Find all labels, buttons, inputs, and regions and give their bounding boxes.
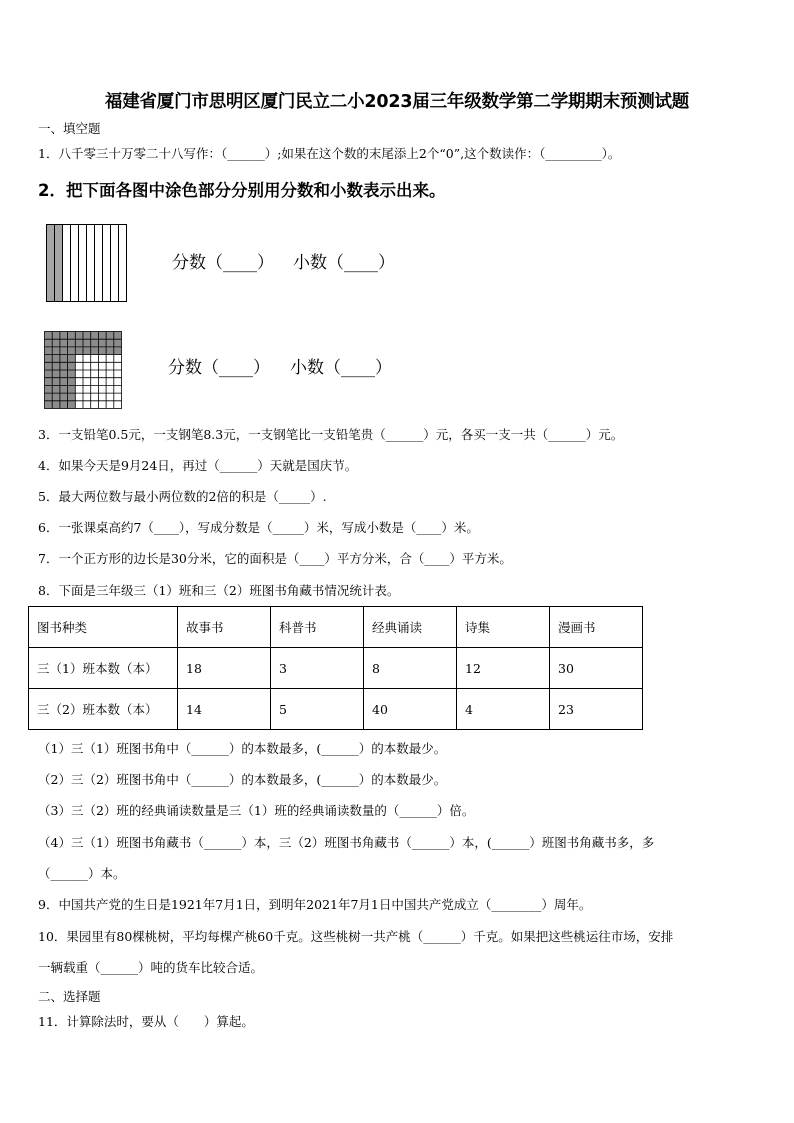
table-cell: 三（1）班本数（本） — [29, 648, 178, 689]
table-header-cell: 诗集 — [457, 607, 550, 648]
table-header-cell: 图书种类 — [29, 607, 178, 648]
table-cell: 三（2）班本数（本） — [29, 689, 178, 730]
question-3: 3．一支铅笔0.5元，一支钢笔8.3元，一支钢笔比一支铅笔贵（______）元，各买一支一共（______）元。 — [38, 427, 624, 442]
section-fill-blank-header: 一、填空题 — [38, 121, 101, 136]
table-cell: 3 — [271, 648, 364, 689]
question-8-sub-2: （2）三（2）班图书角中（______）的本数最多，(______）的本数最少。 — [38, 772, 447, 787]
table-cell: 23 — [550, 689, 643, 730]
table-cell: 12 — [457, 648, 550, 689]
section-choice-header: 二、选择题 — [38, 989, 101, 1004]
figure1-decimal-label: 小数（____） — [293, 253, 395, 273]
table-cell: 18 — [178, 648, 271, 689]
table-header-cell: 经典诵读 — [364, 607, 457, 648]
figure2-fraction-label: 分数（____） — [168, 358, 270, 378]
figure1-fraction-label: 分数（____） — [172, 253, 274, 273]
question-7: 7．一个正方形的边长是30分米，它的面积是（____）平方分米，合（____）平方米。 — [38, 551, 512, 566]
table-row — [29, 689, 643, 730]
table-cell: 40 — [364, 689, 457, 730]
question-8-sub-1: （1）三（1）班图书角中（______）的本数最多，(______）的本数最少。 — [38, 741, 447, 756]
table-cell: 30 — [550, 648, 643, 689]
question-11: 11．计算除法时，要从（ ）算起。 — [38, 1014, 254, 1029]
table-cell: 8 — [364, 648, 457, 689]
question-9: 9．中国共产党的生日是1921年7月1日，到明年2021年7月1日中国共产党成立（________）周年。 — [38, 897, 592, 912]
question-8-sub-4-cont: （______）本。 — [38, 866, 126, 881]
question-8-sub-3: （3）三（2）班的经典诵读数量是三（1）班的经典诵读数量的（______）倍。 — [38, 803, 475, 818]
table-row — [29, 648, 643, 689]
question-2: 2．把下面各图中涂色部分分别用分数和小数表示出来。 — [38, 181, 446, 200]
table-cell: 14 — [178, 689, 271, 730]
book-stats-table — [28, 606, 643, 730]
question-10: 10．果园里有80棵桃树，平均每棵产桃60千克。这些桃树一共产桃（______）千克。如果把这些桃运往市场，安排 — [38, 929, 674, 944]
question-8: 8．下面是三年级三（1）班和三（2）班图书角藏书情况统计表。 — [38, 583, 400, 598]
table-header-cell: 漫画书 — [550, 607, 643, 648]
figure2-decimal-label: 小数（____） — [290, 358, 392, 378]
figure-strips — [46, 224, 128, 302]
question-6: 6．一张课桌高约7（____），写成分数是（_____）米，写成小数是（____）米。 — [38, 520, 479, 535]
question-10-cont: 一辆载重（______）吨的货车比较合适。 — [38, 960, 264, 975]
table-cell: 5 — [271, 689, 364, 730]
question-8-sub-4: （4）三（1）班图书角藏书（______）本，三（2）班图书角藏书（______）本，(______）班图书角藏书多，多 — [38, 835, 655, 850]
page-title: 福建省厦门市思明区厦门民立二小2023届三年级数学第二学期期末预测试题 — [104, 92, 690, 112]
table-header-cell: 故事书 — [178, 607, 271, 648]
table-header-row — [29, 607, 643, 648]
figure-grid — [44, 331, 122, 409]
question-1: 1．八千零三十万零二十八写作：（______）;如果在这个数的末尾添上2个“0”,这个数读作：（_________）。 — [38, 146, 621, 161]
question-5: 5．最大两位数与最小两位数的2倍的积是（_____）. — [38, 489, 327, 504]
question-4: 4．如果今天是9月24日，再过（______）天就是国庆节。 — [38, 458, 358, 473]
table-header-cell: 科普书 — [271, 607, 364, 648]
table-cell: 4 — [457, 689, 550, 730]
